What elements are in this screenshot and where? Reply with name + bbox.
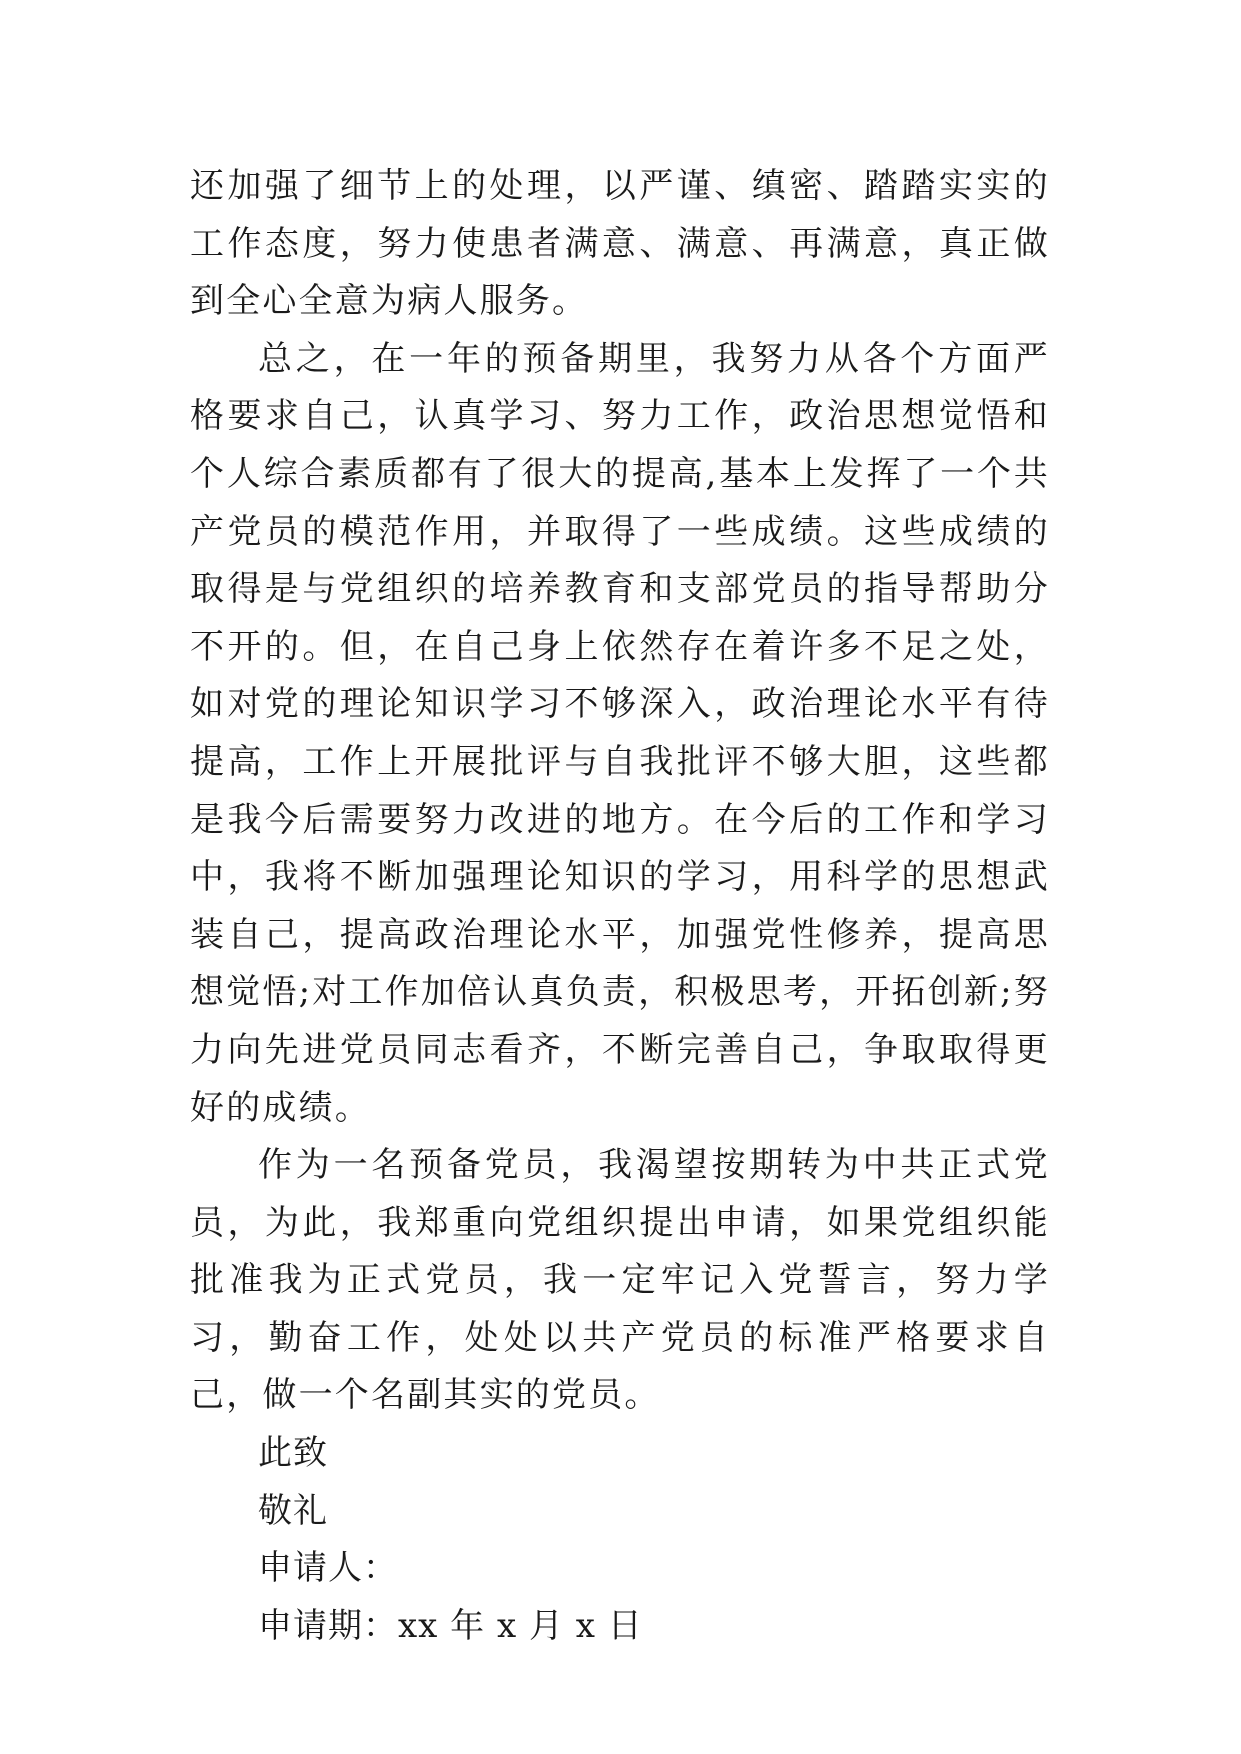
application-date: 申请期：xx 年 x 月 x 日 [258,1605,643,1646]
salutation-jingli: 敬礼 [258,1490,328,1531]
salutation-cizhi: 此致 [258,1433,328,1474]
paragraph-summary: 总之，在一年的预备期里，我努力从各个方面严格要求自己，认真学习、努力工作，政治思想觉悟和个人综合素质都有了很大的提高,基本上发挥了一个共产党员的模范作用，并取得了一些成绩。这些成绩的取得是与党组织的培养教育和支部党员的指导帮助分不开的。但，在自己身上依然存在着许多不足之处，如对党的理论知识学习不够深入，政治理论水平有待提高，工作上开展批评与自我批评不够大胆，这些都是我今后需要努力改进的地方。在今后的工作和学习中，我将不断加强理论知识的学习，用科学的思想武装自己，提高政治理论水平，加强党性修养，提高思想觉悟;对工作加倍认真负责，积极思考，开拓创新;努力向先进党员同志看齐，不断完善自己，争取取得更好的成绩。 [190,338,1050,1128]
paragraph-continuation: 还加强了细节上的处理，以严谨、缜密、踏踏实实的工作态度，努力使患者满意、满意、再满意，真正做到全心全意为病人服务。 [190,166,1050,322]
applicant-line: 申请人： [258,1548,398,1589]
paragraph-application: 作为一名预备党员，我渴望按期转为中共正式党员，为此，我郑重向党组织提出申请，如果党组织能批准我为正式党员，我一定牢记入党誓言，努力学习，勤奋工作，处处以共产党员的标准严格要求自己，做一个名副其实的党员。 [190,1145,1050,1416]
document-body [190,158,1050,1655]
